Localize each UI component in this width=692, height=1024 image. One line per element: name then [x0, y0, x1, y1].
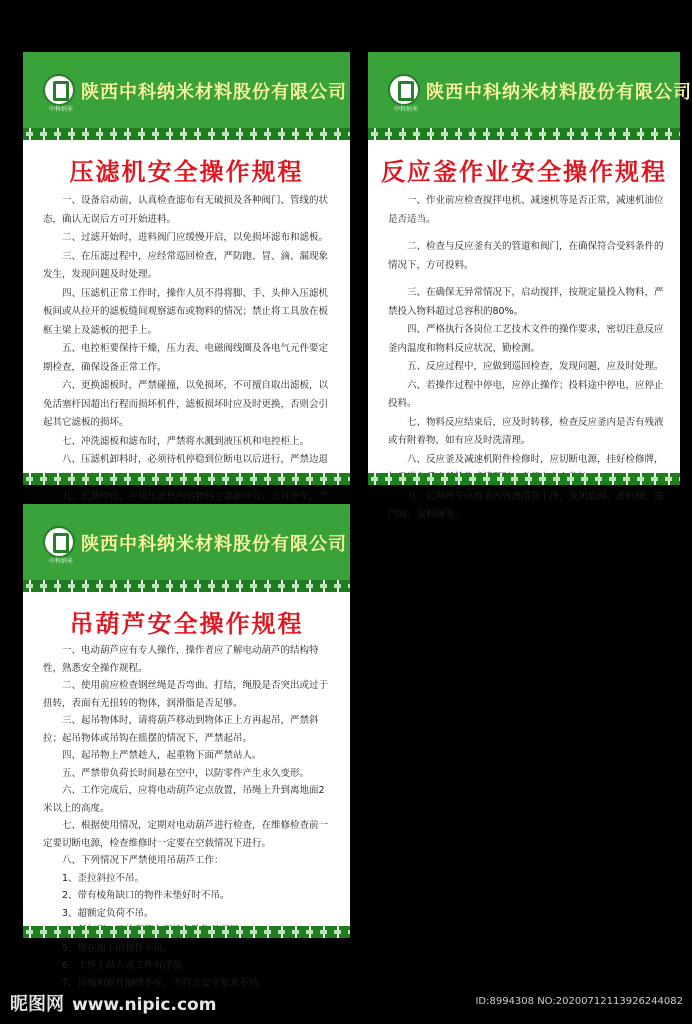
rule-paragraph: 八、下列情况下严禁使用吊葫芦工作：: [62, 855, 224, 866]
rule-paragraph: 七、根据使用情况，定期对电动葫芦进行检查，在维修检查前一定要切断电源，检查维修时一定要在空载情况下进行。: [43, 820, 329, 849]
rule-paragraph: 一、设备启动前，认真检查滤布有无破损及各种阀门、管线的状态，确认无误后方可开始进料。: [43, 195, 329, 225]
rule-paragraph: 三、在压滤过程中，应经常巡回检查，严防跑、冒、滴、漏现象发生，发现问题及时处理。: [43, 250, 329, 280]
rule-paragraph: 四、压滤机正常工作时，操作人员不得将脚、手、头伸入压滤机板间或从拉开的滤板缝间观察滤布或物料的情况；禁止将工具放在板框主梁上及滤板的把手上。: [43, 287, 329, 336]
rule-paragraph: 三、在确保无异常情况下，启动搅拌，按规定量投入物料，严禁投入物料超过总容积的80%。: [388, 287, 664, 317]
logo-subtext: 中科纳米: [48, 106, 73, 113]
board-title: 反应釜作业安全操作规程: [381, 158, 667, 186]
rule-paragraph: 三、起吊物体时，请将葫芦移动到物体正上方再起吊，严禁斜拉；起吊物体或吊钩在摇摆的情况下，严禁起吊。: [43, 715, 319, 744]
rule-list-item: 1、歪拉斜拉不吊。: [62, 872, 145, 884]
site-name: 昵图网: [10, 994, 64, 1015]
board-filter-press: [23, 52, 350, 502]
company-name: 陕西中科纳米材料股份有限公司: [81, 82, 347, 103]
board-header: [23, 504, 350, 580]
company-logo-icon: [43, 74, 75, 106]
rule-list-item: 3、超额定负荷不吊。: [62, 907, 154, 919]
rule-paragraph: 五、电控柜要保持干燥，压力表、电磁阀线圈及各电气元件要定期检查，确保设备正常工作。: [43, 343, 329, 373]
rule-paragraph: 五、反应过程中，应做到巡回检查，发现问题，应及时处理。: [407, 361, 664, 372]
board-hoist: [23, 504, 350, 989]
rule-paragraph: 二、过滤开始时，进料阀门应缓慢开启，以免损坏滤布和滤板。: [62, 232, 329, 243]
rule-list-item: 6、工件上站人或工件有浮放。: [62, 960, 192, 971]
rule-paragraph: 五、严禁带负荷长时间悬在空中，以防零件产生永久变形。: [62, 767, 310, 779]
rule-paragraph: 六、更换滤板时，严禁碰撞，以免损坏，不可擅自取出滤板，以免活塞杆因超出行程而损坏机件，滤板损坏时应及时更换，否则会引起其它滤板的损坏。: [43, 380, 329, 428]
company-name: 陕西中科纳米材料股份有限公司: [81, 534, 347, 555]
rule-paragraph: 二、使用前应检查钢丝绳是否弯曲、打结，绳股是否突出或过于扭转，表面有无扭转的物体，润滑脂是否足够。: [43, 680, 329, 709]
rule-paragraph: 四、严格执行各岗位工艺技术文件的操作要求，密切注意反应釜内温度和物料反应状况，勤检测。: [388, 324, 664, 354]
site-watermark: [10, 990, 216, 1016]
board-body: [43, 642, 331, 992]
rule-paragraph: 一、作业前应检查搅拌电机、减速机等是否正常，减速机油位是否适当。: [388, 195, 664, 225]
rule-paragraph: 八、反应釜及减速机附件检修时，应切断电源，挂好检修牌，: [407, 453, 664, 465]
decorative-strip: [23, 473, 350, 485]
rule-paragraph: 四、起吊物上严禁趁人，起重物下面严禁站人。: [62, 750, 262, 761]
image-id: ID:8994308 NO:20200712113926244082: [475, 996, 683, 1007]
rule-paragraph: 六、工作完成后，应将电动葫芦定点放置，吊绳上升到离地面2米以上的高度。: [43, 785, 325, 814]
board-title: 压滤机安全操作规程: [69, 158, 304, 186]
rule-paragraph: 七、冲洗滤板和滤布时，严禁将水溅到液压机和电控柜上。: [62, 435, 310, 447]
decorative-strip: [23, 128, 350, 140]
rule-list-item: 5、埋在地下的物件不吊。: [62, 942, 173, 954]
logo-subtext: 中科纳米: [393, 106, 418, 113]
decorative-strip: [23, 580, 350, 592]
board-header: [23, 52, 350, 128]
rule-paragraph: 一、电动葫芦应有专人操作，操作者应了解电动葫芦的结构特性，熟悉安全操作规程。: [43, 645, 319, 674]
company-name: 陕西中科纳米材料股份有限公司: [426, 82, 692, 103]
rule-paragraph: 六、若操作过程中停电，应停止操作；投料途中停电，应停止投料。: [388, 379, 664, 409]
board-header: [368, 52, 692, 128]
company-logo-icon: [388, 74, 420, 106]
board-title: 吊葫芦安全操作规程: [69, 610, 304, 638]
decorative-strip: [368, 128, 680, 140]
decorative-strip: [368, 473, 680, 485]
logo-subtext: 中科纳米: [48, 558, 73, 565]
rule-paragraph: 九、长期停车应将釜内残液清洗干净，关闭底阀、进料阀、进汽阀、放料阀等。: [388, 490, 664, 520]
rule-paragraph: 九、长期停前，应将压滤机内的物料全部卸净后，方可停车，严: [62, 491, 329, 502]
rule-paragraph: 二、检查与反应釜有关的管道和阀门，在确保符合受料条件的情况下，方可投料。: [388, 241, 664, 271]
rule-paragraph: 八、压滤机卸料时，必须待机停稳到位断电以后进行，严禁边退: [62, 454, 329, 465]
rule-paragraph: 七、物料反应结束后，应及时转移，检查反应釜内是否有残液或有附着物，如有应及时洗清理。: [388, 416, 664, 446]
company-logo-icon: [43, 526, 75, 558]
board-reactor: [368, 52, 692, 520]
decorative-strip: [23, 926, 350, 938]
rule-list-item: 7、吊绳和附件捆缚不牢，不符合安全要求不吊。: [62, 977, 268, 989]
rule-list-item: 2、带有棱角缺口的物件未垫好时不吊。: [62, 890, 230, 901]
site-url: www.nipic.com: [72, 995, 217, 1015]
